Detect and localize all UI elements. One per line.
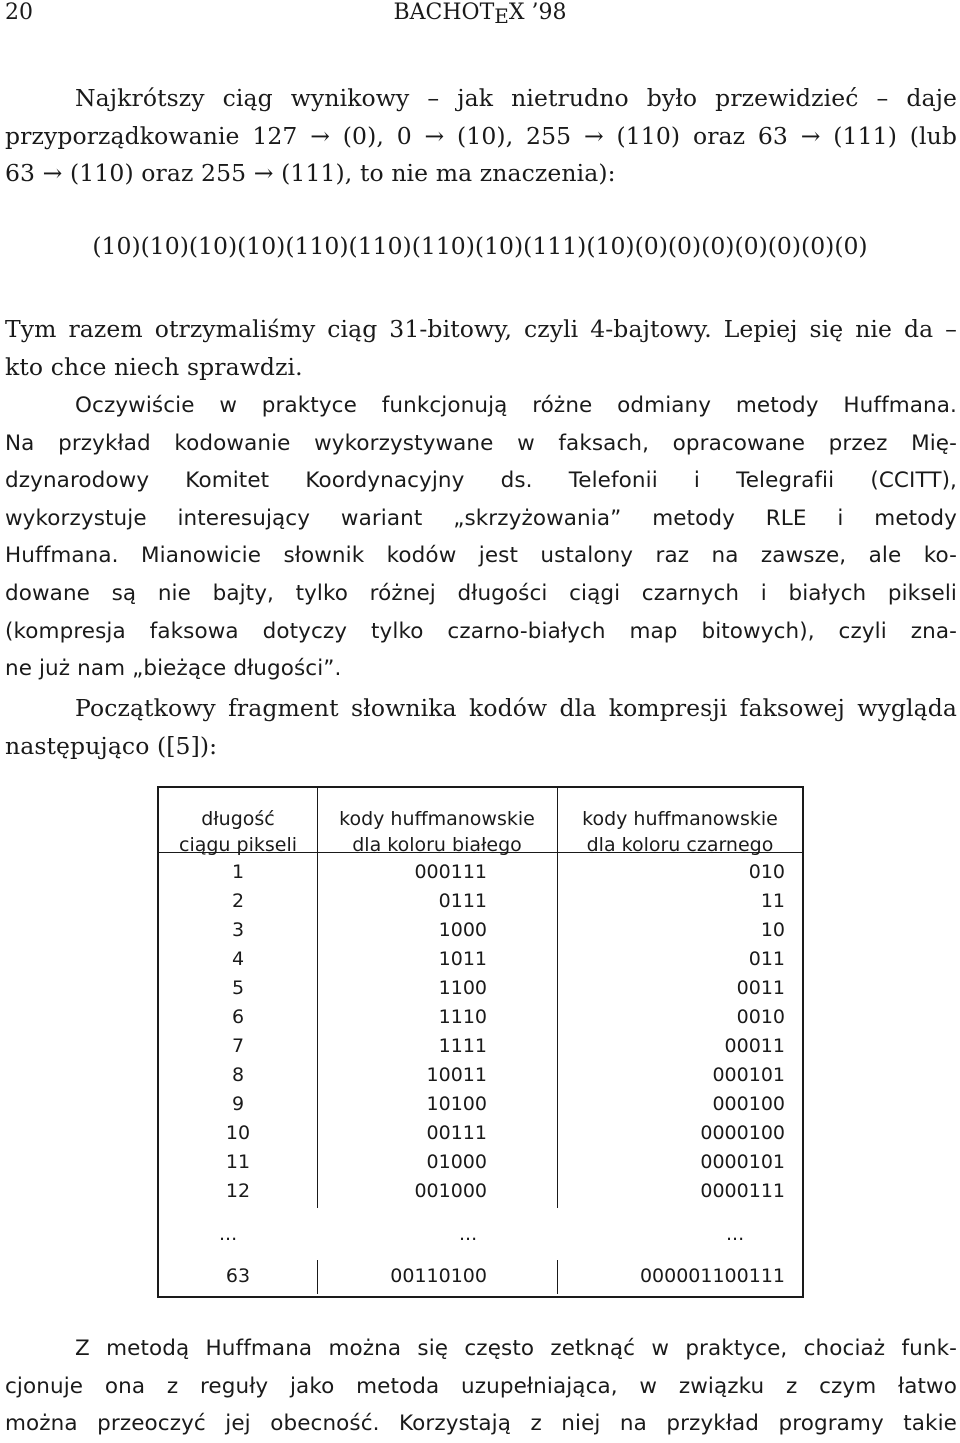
last-row-black-code: 000001100111 (639, 1265, 785, 1287)
header-line: ciągu pikseli (179, 834, 297, 856)
table-cell-black-code: 00011 (724, 1035, 785, 1057)
paragraph-line: Oczywiście w praktyce funkcjonują różne odmiany metody Huffmana. (75, 393, 957, 418)
table-cell-length: 3 (231, 919, 245, 941)
table-cell-white-code: 1100 (438, 977, 487, 999)
table-cell-length: 2 (231, 890, 245, 912)
column-divider (557, 788, 558, 852)
column-divider (317, 852, 318, 1208)
table-cell-white-code: 0111 (438, 890, 487, 912)
column-divider (557, 1260, 558, 1294)
table-cell-black-code: 000100 (712, 1093, 785, 1115)
paragraph-2 (5, 311, 957, 386)
table-cell-white-code: 1011 (438, 948, 487, 970)
table-cell-length: 6 (231, 1006, 245, 1028)
paragraph-line: wykorzystuje interesujący wariant „skrzyżowania” metody RLE i metody (5, 505, 957, 531)
header-line: kody huffmanowskie (339, 808, 535, 830)
table-cell-white-code: 10011 (426, 1064, 487, 1086)
paragraph-4 (5, 690, 957, 765)
paragraph-line: (kompresja faksowa dotyczy tylko czarno-białych map bitowych), czyli zna- (5, 618, 957, 644)
table-header-rule (159, 852, 802, 853)
paragraph-5 (5, 1330, 957, 1443)
header-line: dla koloru czarnego (586, 834, 774, 856)
table-cell-black-code: 10 (760, 919, 785, 941)
table-cell-length: 9 (231, 1093, 245, 1115)
table-cell-black-code: 000101 (712, 1064, 785, 1086)
table-cell-white-code: 1111 (438, 1035, 487, 1057)
table-cell-length: 10 (225, 1122, 251, 1144)
table-cell-black-code: 0011 (736, 977, 785, 999)
table-cell-white-code: 1000 (438, 919, 487, 941)
paragraph-line: cjonuje ona z reguły jako metoda uzupełniająca, w związku z czym łatwo (5, 1373, 957, 1399)
code-sequence: (10)(10)(10)(10)(110)(110)(110)(10)(111)(10)(0)(0)(0)(0)(0)(0)(0) (92, 232, 868, 260)
table-cell-length: 7 (231, 1035, 245, 1057)
paragraph-line: Z metodą Huffmana można się często zetknąć w praktyce, chociaż funk- (75, 1336, 957, 1361)
header-line: długość (201, 808, 275, 830)
paragraph-3 (5, 387, 957, 688)
paragraph-line: następująco ([5]): (5, 731, 218, 760)
running-title: BACHOTEX ’98 (393, 0, 567, 28)
huffman-code-table (157, 786, 804, 1298)
paragraph-line: Najkrótszy ciąg wynikowy – jak nietrudno było przewidzieć – daje (75, 84, 957, 112)
paragraph-line: dzynarodowy Komitet Koordynacyjny ds. Telefonii i Telegrafii (CCITT), (5, 468, 957, 494)
table-cell-length: 1 (231, 861, 245, 883)
paragraph-line: Huffmana. Mianowicie słownik kodów jest ustalony raz na zawsze, ale ko- (5, 543, 957, 569)
table-cell-black-code: 0010 (736, 1006, 785, 1028)
last-row-length: 63 (225, 1265, 251, 1287)
table-cell-black-code: 011 (748, 948, 785, 970)
paragraph-1 (5, 80, 957, 193)
paragraph-line: dowane są nie bajty, tylko różnej długości ciągi czarnych i białych pikseli (5, 580, 957, 606)
header-line: dla koloru białego (352, 834, 522, 856)
ellipsis-cell: ... (459, 1223, 478, 1245)
paragraph-line: ne już nam „bieżące długości”. (5, 656, 342, 682)
page-number: 20 (5, 0, 33, 25)
table-cell-white-code: 1110 (438, 1006, 487, 1028)
table-cell-white-code: 001000 (414, 1180, 487, 1202)
paragraph-line: Tym razem otrzymaliśmy ciąg 31-bitowy, czyli 4-bajtowy. Lepiej się nie da – (5, 315, 957, 343)
table-cell-white-code: 00111 (426, 1122, 487, 1144)
table-cell-length: 5 (231, 977, 245, 999)
table-cell-black-code: 0000111 (700, 1180, 785, 1202)
table-cell-white-code: 000111 (414, 861, 487, 883)
table-cell-black-code: 11 (760, 890, 785, 912)
page-header (5, 0, 955, 28)
table-cell-length: 8 (231, 1064, 245, 1086)
paragraph-line: można przeoczyć jej obecność. Korzystają z niej na przykład programy takie (5, 1411, 957, 1437)
table-cell-white-code: 10100 (426, 1093, 487, 1115)
table-cell-length: 12 (225, 1180, 251, 1202)
table-cell-black-code: 0000101 (700, 1151, 785, 1173)
paragraph-line: Na przykład kodowanie wykorzystywane w faksach, opracowane przez Mię- (5, 430, 957, 456)
header-line: kody huffmanowskie (582, 808, 778, 830)
paragraph-line: kto chce niech sprawdzi. (5, 352, 303, 381)
table-cell-black-code: 010 (748, 861, 785, 883)
column-divider (317, 788, 318, 852)
ellipsis-cell: ... (726, 1223, 745, 1245)
ellipsis-cell: ... (219, 1223, 238, 1245)
table-cell-white-code: 01000 (426, 1151, 487, 1173)
table-cell-length: 11 (225, 1151, 251, 1173)
last-row-white-code: 00110100 (390, 1265, 487, 1287)
paragraph-line: przyporządkowanie 127 → (0), 0 → (10), 255 → (110) oraz 63 → (111) (lub (5, 121, 957, 150)
column-divider (557, 852, 558, 1208)
table-cell-length: 4 (231, 948, 245, 970)
table-cell-black-code: 0000100 (700, 1122, 785, 1144)
paragraph-line: Początkowy fragment słownika kodów dla kompresji faksowej wygląda (75, 694, 957, 722)
paragraph-line: 63 → (110) oraz 255 → (111), to nie ma znaczenia): (5, 159, 616, 187)
